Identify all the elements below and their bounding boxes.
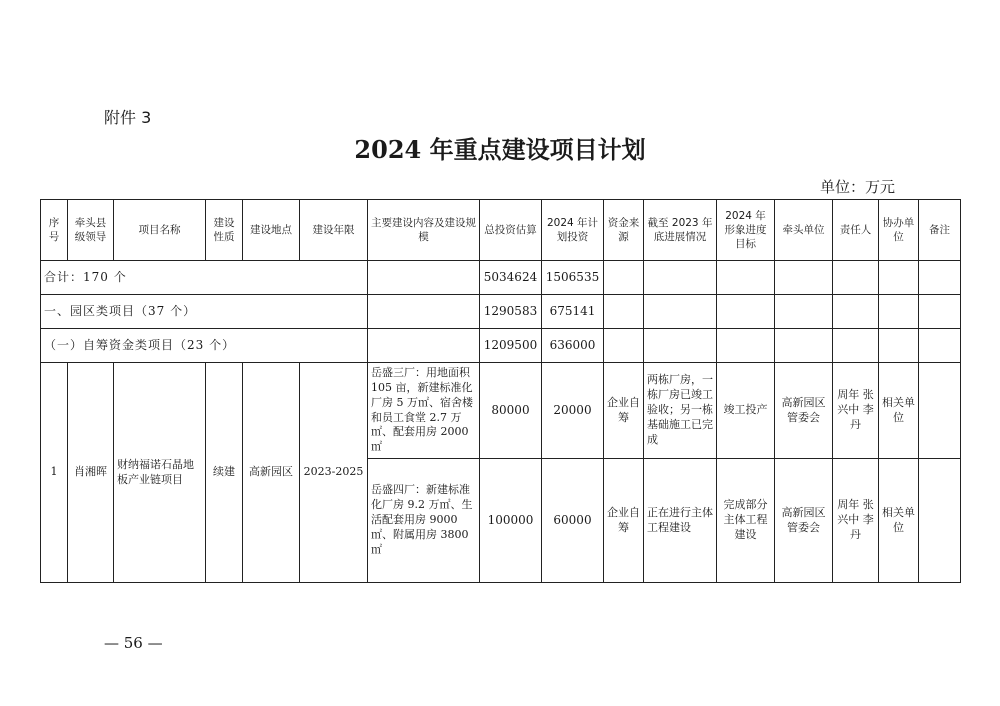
header-location: 建设地点 [243,200,300,261]
subitem-person: 周年 张兴中 李丹 [833,363,879,459]
project-seq: 1 [41,363,68,583]
header-lead-unit: 牵头单位 [775,200,833,261]
header-project-name: 项目名称 [114,200,206,261]
header-note: 备注 [919,200,961,261]
annex-label: 附件 3 [104,108,152,127]
subitem-progress: 正在进行主体工程建设 [644,459,717,583]
subitem-coop: 相关单位 [879,363,919,459]
subitem-person: 周年 张兴中 李丹 [833,459,879,583]
subitem-total: 80000 [480,363,542,459]
subitem-plan: 60000 [542,459,604,583]
header-content: 主要建设内容及建设规模 [368,200,480,261]
summary-label: （一）自筹资金类项目（23 个） [41,329,368,363]
table-row [41,363,961,459]
summary-total: 5034624 [480,261,542,295]
summary-label: 合计：170 个 [41,261,368,295]
summary-plan: 675141 [542,295,604,329]
summary-row-self-funded [41,329,961,363]
project-location: 高新园区 [243,363,300,583]
header-source: 资金来源 [604,200,644,261]
subitem-progress: 两栋厂房，一栋厂房已竣工验收；另一栋基础施工已完成 [644,363,717,459]
header-nature: 建设性质 [206,200,243,261]
summary-plan: 1506535 [542,261,604,295]
subitem-lead-unit: 高新园区管委会 [775,363,833,459]
header-coop: 协办单位 [879,200,919,261]
project-nature: 续建 [206,363,243,583]
unit-label: 单位：万元 [820,178,896,196]
subitem-content: 岳盛四厂：新建标准化厂房 9.2 万㎡、生活配套用房 9000㎡、附属用房 3800㎡ [368,459,480,583]
summary-row-park [41,295,961,329]
subitem-source: 企业自筹 [604,459,644,583]
subitem-source: 企业自筹 [604,363,644,459]
summary-total: 1290583 [480,295,542,329]
header-total: 总投资估算 [480,200,542,261]
project-leader: 肖湘晖 [68,363,114,583]
header-period: 建设年限 [300,200,368,261]
subitem-coop: 相关单位 [879,459,919,583]
summary-label: 一、园区类项目（37 个） [41,295,368,329]
subitem-plan: 20000 [542,363,604,459]
header-seq: 序号 [41,200,68,261]
subitem-target: 完成部分主体工程建设 [717,459,775,583]
project-period: 2023-2025 [300,363,368,583]
table-header-row [41,200,961,261]
subitem-lead-unit: 高新园区管委会 [775,459,833,583]
subitem-target: 竣工投产 [717,363,775,459]
project-name: 财纳福诺石晶地板产业链项目 [114,363,206,583]
subitem-content: 岳盛三厂：用地面积 105 亩，新建标准化厂房 5 万㎡、宿舍楼和员工食堂 2.7 万㎡、配套用房 2000㎡ [368,363,480,459]
subitem-note [919,459,961,583]
subitem-note [919,363,961,459]
project-plan-table [40,199,961,583]
header-person: 责任人 [833,200,879,261]
summary-plan: 636000 [542,329,604,363]
summary-row-total [41,261,961,295]
subitem-total: 100000 [480,459,542,583]
header-leader: 牵头县级领导 [68,200,114,261]
header-plan: 2024 年计划投资 [542,200,604,261]
summary-total: 1209500 [480,329,542,363]
header-target: 2024 年形象进度目标 [717,200,775,261]
header-progress: 截至 2023 年底进展情况 [644,200,717,261]
page-title: 2024 年重点建设项目计划 [354,135,646,164]
page-number: — 56 — [104,634,163,652]
